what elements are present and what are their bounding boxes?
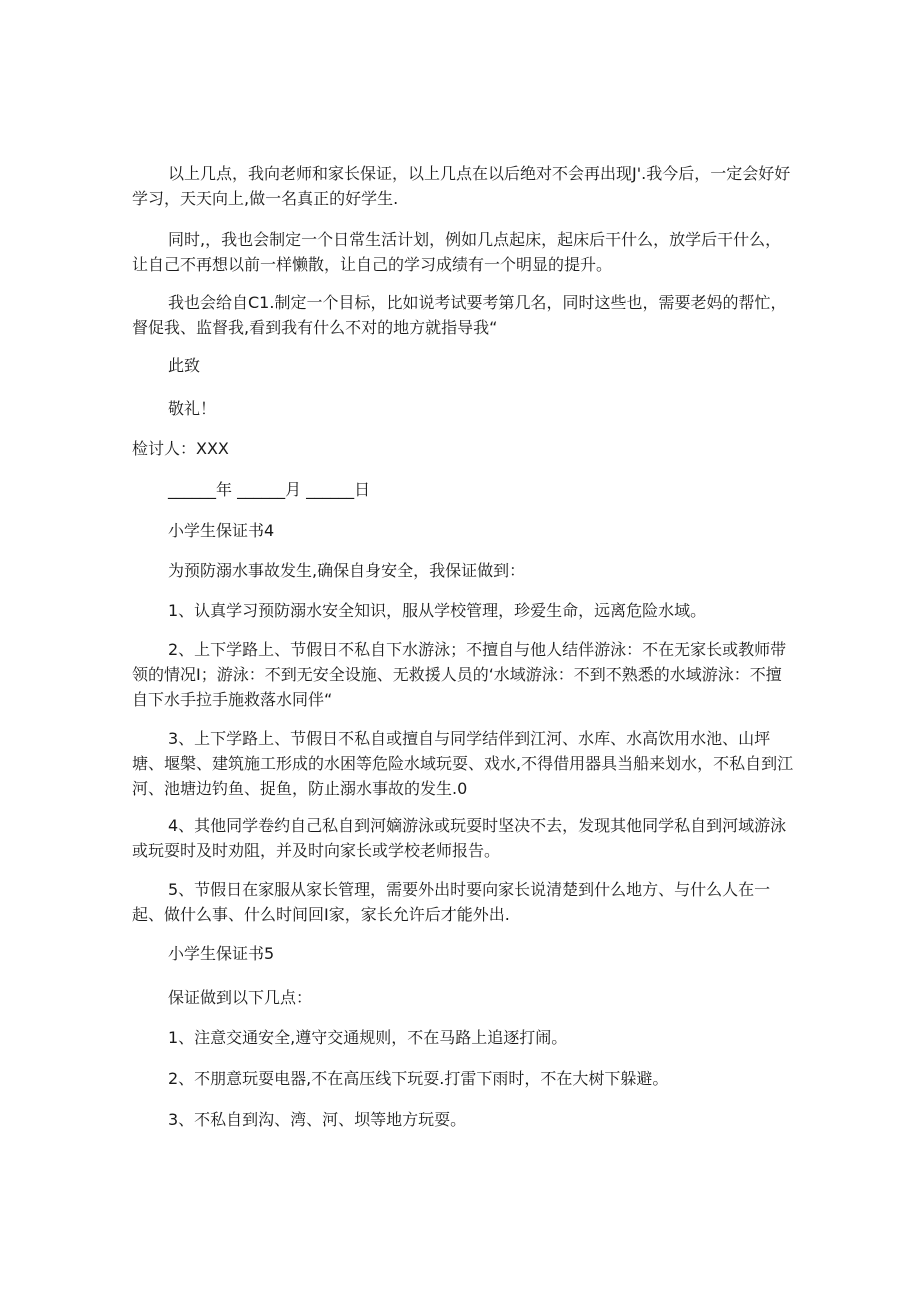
section-title-4: 小学生保证书4 xyxy=(168,521,275,540)
paragraph-pledge: 以上几点，我向老师和家长保证，以上几点在以后绝对不会再出现J'.我今后，一定会好好学习，天天向上,做一名真正的好学生. xyxy=(132,164,791,208)
list-item: 1、认真学习预防溺水安全知识，服从学校管理，珍爱生命，远离危险水域。 xyxy=(168,601,707,620)
list-item: 1、注意交通安全,遵守交通规则，不在马路上追逐打闹。 xyxy=(168,1028,568,1047)
section-intro-4: 为预防溺水事故发生,确保自身安全，我保证做到： xyxy=(168,561,526,580)
list-item: 3、不私自到沟、湾、河、坝等地方玩耍。 xyxy=(168,1110,467,1129)
closing-jingli: 敬礼！ xyxy=(168,399,217,418)
list-item: 5、节假日在家服从家长管理，需要外出时要向家长说清楚到什么地方、与什么人在一起、做什么事、什么时间回I家，家长允许后才能外出. xyxy=(132,880,771,924)
section-intro-5: 保证做到以下几点： xyxy=(168,988,313,1007)
list-item: 2、上下学路上、节假日不私自下水游泳；不擅自与他人结伴游泳：不在无家长或教师带领的情况I；游泳：不到无安全设施、无救援人员的‘水域游泳：不到不熟悉的水域游泳：不擅自下水手拉手施救落水同伴“ xyxy=(132,640,787,709)
list-item: 3、上下学路上、节假日不私自或擅自与同学结伴到江河、水库、水高饮用水池、山坪塘、堰槃、建筑施工形成的水困等危险水域玩耍、戏水,不得借用器具当船来划水，不私自到江河、池塘边钓鱼、捉鱼，防止溺水事故的发生.0 xyxy=(132,729,794,798)
closing-cizhi: 此致 xyxy=(168,356,201,375)
section-title-5: 小学生保证书5 xyxy=(168,944,275,963)
date-line: ______年 ______月 ______日 xyxy=(168,480,371,499)
list-item: 2、不朋意玩耍电器,不在高压线下玩耍.打雷下雨时，不在大树下躲避。 xyxy=(168,1069,669,1088)
paragraph-plan: 同时,，我也会制定一个日常生活计划，例如几点起床，起床后干什么，放学后干什么，让自己不再想以前一样懒散，让自己的学习成绩有一个明显的提升。 xyxy=(132,230,782,274)
paragraph-goal: 我也会给自C1.制定一个目标，比如说考试要考第几名，同时这些也，需要老妈的帮忙，督促我、监督我,看到我有什么不对的地方就指导我“ xyxy=(132,293,787,337)
signer-line: 检讨人：XXX xyxy=(132,439,229,458)
list-item: 4、其他同学卷约自己私自到河嫡游泳或玩耍时坚决不去，发现其他同学私自到河域游泳或玩耍时及时劝阻，并及时向家长或学校老师报告。 xyxy=(132,816,787,860)
